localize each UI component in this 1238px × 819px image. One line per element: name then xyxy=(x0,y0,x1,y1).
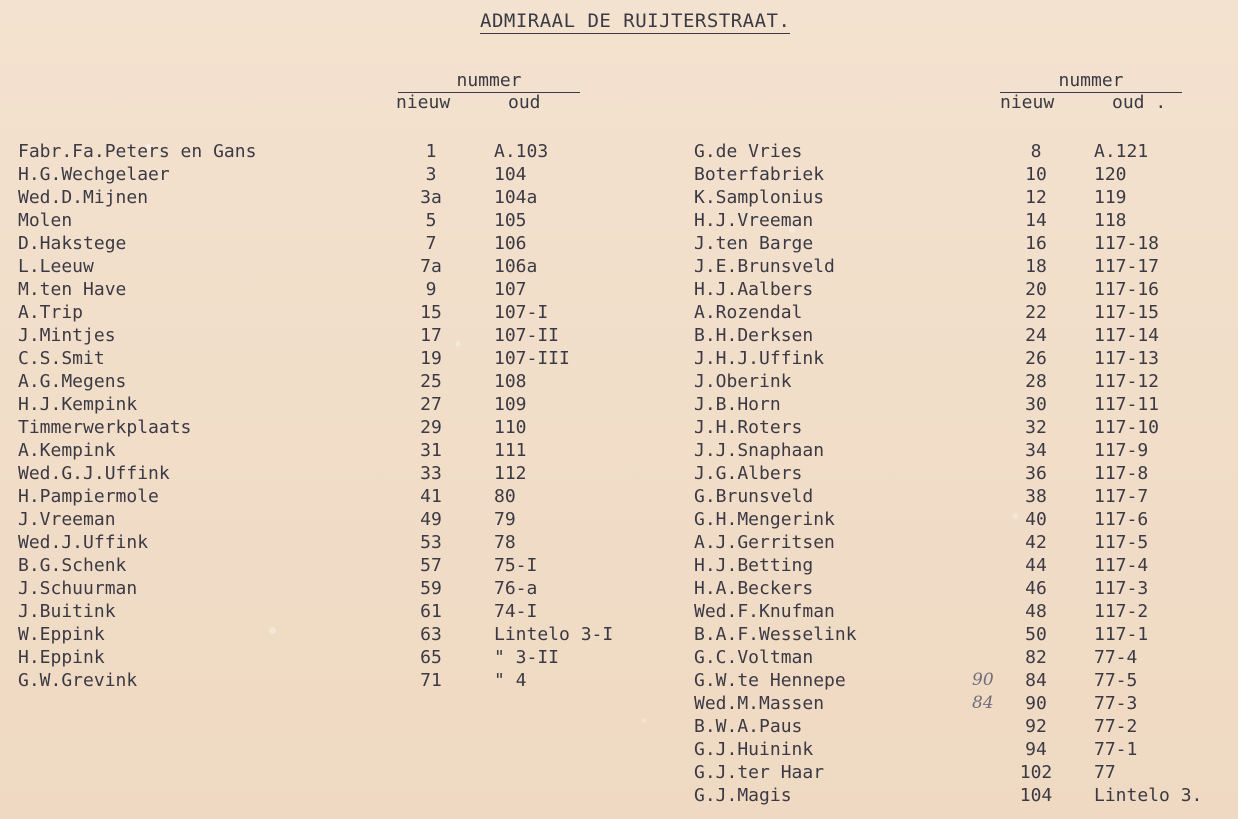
old-number: 107-I xyxy=(494,302,549,323)
new-number: 1 xyxy=(425,141,437,162)
old-number: 105 xyxy=(494,210,527,231)
list-item xyxy=(694,486,1224,509)
list-item xyxy=(18,325,618,348)
new-number: 26 xyxy=(1025,348,1047,369)
new-number: 90 xyxy=(1025,693,1047,714)
old-number: 117-18 xyxy=(1094,233,1160,254)
new-number: 8 xyxy=(1030,141,1042,162)
new-number: 102 xyxy=(1019,762,1053,783)
resident-name: Wed.J.Uffink xyxy=(18,532,149,553)
new-number: 5 xyxy=(425,210,437,231)
resident-name: G.de Vries xyxy=(694,141,803,162)
left-nummer-label: nummer xyxy=(398,70,580,93)
new-number: 9 xyxy=(425,279,437,300)
new-number: 14 xyxy=(1025,210,1047,231)
resident-name: A.J.Gerritsen xyxy=(694,532,835,553)
old-number: 107-II xyxy=(494,325,560,346)
old-number: 106a xyxy=(494,256,538,277)
list-item xyxy=(694,601,1224,624)
old-number: 117-7 xyxy=(1094,486,1149,507)
old-number: 119 xyxy=(1094,187,1127,208)
new-number: 59 xyxy=(420,578,442,599)
resident-name: J.J.Snaphaan xyxy=(694,440,825,461)
right-nummer-label: nummer xyxy=(1000,70,1182,93)
resident-name: J.G.Albers xyxy=(694,463,803,484)
list-item xyxy=(694,417,1224,440)
resident-name: H.J.Vreeman xyxy=(694,210,814,231)
list-item xyxy=(18,348,618,371)
list-item xyxy=(18,371,618,394)
old-number: Lintelo 3-I xyxy=(494,624,614,645)
old-number: 117-10 xyxy=(1094,417,1160,438)
list-item xyxy=(18,394,618,417)
new-number: 15 xyxy=(420,302,442,323)
right-address-list xyxy=(694,141,1224,808)
list-item xyxy=(694,716,1224,739)
list-item xyxy=(694,233,1224,256)
list-item xyxy=(18,555,618,578)
list-item xyxy=(694,463,1224,486)
new-number: 27 xyxy=(420,394,442,415)
list-item xyxy=(18,279,618,302)
old-number: 77-5 xyxy=(1094,670,1138,691)
list-item xyxy=(18,601,618,624)
new-number: 42 xyxy=(1025,532,1047,553)
resident-name: J.ten Barge xyxy=(694,233,814,254)
list-item xyxy=(694,325,1224,348)
list-item xyxy=(694,509,1224,532)
list-item xyxy=(18,509,618,532)
list-item xyxy=(694,394,1224,417)
list-item xyxy=(694,532,1224,555)
new-number: 61 xyxy=(420,601,442,622)
resident-name: K.Samplonius xyxy=(694,187,825,208)
resident-name: H.Pampiermole xyxy=(18,486,159,507)
resident-name: A.Rozendal xyxy=(694,302,803,323)
new-number: 44 xyxy=(1025,555,1047,576)
new-number: 30 xyxy=(1025,394,1047,415)
list-item xyxy=(18,647,618,670)
new-number: 48 xyxy=(1025,601,1047,622)
resident-name: B.G.Schenk xyxy=(18,555,127,576)
old-number: 106 xyxy=(494,233,527,254)
new-number: 32 xyxy=(1025,417,1047,438)
old-number: 77-2 xyxy=(1094,716,1138,737)
resident-name: G.J.Huinink xyxy=(694,739,814,760)
old-number: 104a xyxy=(494,187,538,208)
resident-name: J.Vreeman xyxy=(18,509,116,530)
new-number: 18 xyxy=(1025,256,1047,277)
resident-name: G.H.Mengerink xyxy=(694,509,835,530)
new-number: 65 xyxy=(420,647,442,668)
resident-name: B.W.A.Paus xyxy=(694,716,803,737)
list-item xyxy=(18,141,618,164)
resident-name: H.A.Beckers xyxy=(694,578,814,599)
new-number: 104 xyxy=(1019,785,1053,806)
page-title: ADMIRAAL DE RUIJTERSTRAAT. xyxy=(480,10,791,32)
old-number: 112 xyxy=(494,463,527,484)
handwritten-correction: 84 xyxy=(972,693,994,713)
new-number: 49 xyxy=(420,509,442,530)
resident-name: A.Kempink xyxy=(18,440,116,461)
old-number: " 3-II xyxy=(494,647,560,668)
new-number: 24 xyxy=(1025,325,1047,346)
old-number: A.121 xyxy=(1094,141,1149,162)
resident-name: Wed.M.Massen xyxy=(694,693,825,714)
right-nieuw-label: nieuw xyxy=(1000,92,1055,113)
new-number: 34 xyxy=(1025,440,1047,461)
old-number: 79 xyxy=(494,509,516,530)
new-number: 29 xyxy=(420,417,442,438)
list-item xyxy=(18,578,618,601)
old-number: 117-4 xyxy=(1094,555,1149,576)
resident-name: D.Hakstege xyxy=(18,233,127,254)
resident-name: J.Schuurman xyxy=(18,578,138,599)
resident-name: J.Buitink xyxy=(18,601,116,622)
resident-name: L.Leeuw xyxy=(18,256,94,277)
list-item xyxy=(694,624,1224,647)
old-number: Lintelo 3. xyxy=(1094,785,1203,806)
resident-name: J.H.Roters xyxy=(694,417,803,438)
new-number: 38 xyxy=(1025,486,1047,507)
new-number: 10 xyxy=(1025,164,1047,185)
resident-name: J.Mintjes xyxy=(18,325,116,346)
old-number: 107 xyxy=(494,279,527,300)
new-number: 3 xyxy=(425,164,437,185)
old-number: 117-17 xyxy=(1094,256,1160,277)
resident-name: G.C.Voltman xyxy=(694,647,814,668)
new-number: 36 xyxy=(1025,463,1047,484)
resident-name: Wed.G.J.Uffink xyxy=(18,463,170,484)
new-number: 84 xyxy=(1025,670,1047,691)
old-number: 117-14 xyxy=(1094,325,1160,346)
old-number: 76-a xyxy=(494,578,538,599)
resident-name: Timmerwerkplaats xyxy=(18,417,192,438)
resident-name: J.H.J.Uffink xyxy=(694,348,825,369)
list-item xyxy=(694,578,1224,601)
old-number: 117-16 xyxy=(1094,279,1160,300)
new-number: 63 xyxy=(420,624,442,645)
new-number: 12 xyxy=(1025,187,1047,208)
list-item xyxy=(18,486,618,509)
handwritten-correction: 90 xyxy=(972,670,994,690)
list-item xyxy=(694,693,1224,716)
old-number: 77-1 xyxy=(1094,739,1138,760)
resident-name: J.B.Horn xyxy=(694,394,781,415)
old-number: 117-15 xyxy=(1094,302,1160,323)
resident-name: G.Brunsveld xyxy=(694,486,814,507)
list-item xyxy=(18,210,618,233)
resident-name: C.S.Smit xyxy=(18,348,105,369)
list-item xyxy=(694,187,1224,210)
left-address-list xyxy=(18,141,618,693)
list-item xyxy=(18,256,618,279)
new-number: 22 xyxy=(1025,302,1047,323)
new-number: 7a xyxy=(420,256,442,277)
list-item xyxy=(18,670,618,693)
old-number: " 4 xyxy=(494,670,527,691)
old-number: 77 xyxy=(1094,762,1116,783)
list-item xyxy=(694,555,1224,578)
list-item xyxy=(18,532,618,555)
list-item xyxy=(18,440,618,463)
old-number: 117-13 xyxy=(1094,348,1160,369)
list-item xyxy=(694,785,1224,808)
old-number: 78 xyxy=(494,532,516,553)
list-item xyxy=(694,762,1224,785)
old-number: 117-3 xyxy=(1094,578,1149,599)
old-number: 77-3 xyxy=(1094,693,1138,714)
list-item xyxy=(18,624,618,647)
list-item xyxy=(18,187,618,210)
old-number: A.103 xyxy=(494,141,549,162)
resident-name: Wed.D.Mijnen xyxy=(18,187,149,208)
list-item xyxy=(694,440,1224,463)
old-number: 77-4 xyxy=(1094,647,1138,668)
new-number: 28 xyxy=(1025,371,1047,392)
resident-name: W.Eppink xyxy=(18,624,105,645)
list-item xyxy=(694,141,1224,164)
new-number: 46 xyxy=(1025,578,1047,599)
old-number: 110 xyxy=(494,417,527,438)
new-number: 82 xyxy=(1025,647,1047,668)
new-number: 20 xyxy=(1025,279,1047,300)
new-number: 3a xyxy=(420,187,442,208)
new-number: 57 xyxy=(420,555,442,576)
old-number: 117-5 xyxy=(1094,532,1149,553)
resident-name: G.W.Grevink xyxy=(18,670,138,691)
list-item xyxy=(18,302,618,325)
list-item xyxy=(694,210,1224,233)
new-number: 16 xyxy=(1025,233,1047,254)
old-number: 109 xyxy=(494,394,527,415)
right-oud-label: oud . xyxy=(1112,92,1167,113)
list-item xyxy=(694,164,1224,187)
list-item xyxy=(18,164,618,187)
resident-name: H.G.Wechgelaer xyxy=(18,164,170,185)
old-number: 74-I xyxy=(494,601,538,622)
old-number: 111 xyxy=(494,440,527,461)
list-item xyxy=(18,417,618,440)
resident-name: A.Trip xyxy=(18,302,84,323)
new-number: 33 xyxy=(420,463,442,484)
list-item xyxy=(694,739,1224,762)
old-number: 108 xyxy=(494,371,527,392)
resident-name: B.H.Derksen xyxy=(694,325,814,346)
new-number: 31 xyxy=(420,440,442,461)
list-item xyxy=(18,463,618,486)
old-number: 117-1 xyxy=(1094,624,1149,645)
new-number: 19 xyxy=(420,348,442,369)
list-item xyxy=(18,233,618,256)
resident-name: A.G.Megens xyxy=(18,371,127,392)
new-number: 25 xyxy=(420,371,442,392)
resident-name: H.J.Aalbers xyxy=(694,279,814,300)
resident-name: G.W.te Hennepe xyxy=(694,670,846,691)
list-item xyxy=(694,279,1224,302)
old-number: 117-6 xyxy=(1094,509,1149,530)
new-number: 53 xyxy=(420,532,442,553)
old-number: 117-11 xyxy=(1094,394,1160,415)
old-number: 120 xyxy=(1094,164,1127,185)
resident-name: B.A.F.Wesselink xyxy=(694,624,857,645)
left-nieuw-label: nieuw xyxy=(396,92,451,113)
resident-name: M.ten Have xyxy=(18,279,127,300)
resident-name: J.E.Brunsveld xyxy=(694,256,835,277)
new-number: 71 xyxy=(420,670,442,691)
new-number: 7 xyxy=(425,233,437,254)
resident-name: J.Oberink xyxy=(694,371,792,392)
resident-name: Wed.F.Knufman xyxy=(694,601,835,622)
old-number: 117-12 xyxy=(1094,371,1160,392)
old-number: 107-III xyxy=(494,348,570,369)
resident-name: Fabr.Fa.Peters en Gans xyxy=(18,141,257,162)
resident-name: Molen xyxy=(18,210,73,231)
new-number: 17 xyxy=(420,325,442,346)
old-number: 80 xyxy=(494,486,516,507)
old-number: 118 xyxy=(1094,210,1127,231)
resident-name: G.J.Magis xyxy=(694,785,792,806)
old-number: 117-9 xyxy=(1094,440,1149,461)
list-item xyxy=(694,256,1224,279)
old-number: 117-2 xyxy=(1094,601,1149,622)
list-item xyxy=(694,670,1224,693)
list-item xyxy=(694,302,1224,325)
new-number: 92 xyxy=(1025,716,1047,737)
old-number: 117-8 xyxy=(1094,463,1149,484)
resident-name: H.J.Betting xyxy=(694,555,814,576)
old-number: 104 xyxy=(494,164,527,185)
old-number: 75-I xyxy=(494,555,538,576)
new-number: 50 xyxy=(1025,624,1047,645)
new-number: 40 xyxy=(1025,509,1047,530)
new-number: 41 xyxy=(420,486,442,507)
resident-name: Boterfabriek xyxy=(694,164,825,185)
list-item xyxy=(694,348,1224,371)
list-item xyxy=(694,371,1224,394)
new-number: 94 xyxy=(1025,739,1047,760)
resident-name: H.Eppink xyxy=(18,647,105,668)
resident-name: G.J.ter Haar xyxy=(694,762,825,783)
left-oud-label: oud xyxy=(508,92,541,113)
list-item xyxy=(694,647,1224,670)
resident-name: H.J.Kempink xyxy=(18,394,138,415)
